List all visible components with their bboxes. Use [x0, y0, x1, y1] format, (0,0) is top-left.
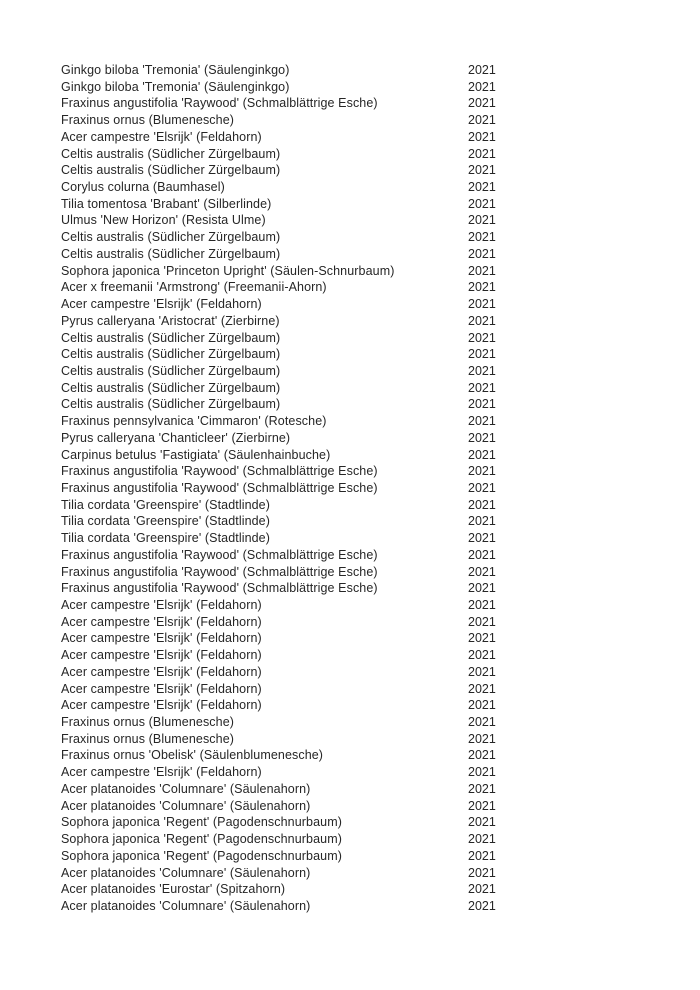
species-name: Acer campestre 'Elsrijk' (Feldahorn)	[61, 664, 262, 679]
year-value: 2021	[468, 731, 496, 746]
table-row	[61, 179, 641, 196]
species-name: Celtis australis (Südlicher Zürgelbaum)	[61, 330, 281, 345]
species-name: Sophora japonica 'Regent' (Pagodenschnurbaum)	[61, 832, 342, 847]
species-name: Acer campestre 'Elsrijk' (Feldahorn)	[61, 297, 262, 312]
year-value: 2021	[468, 313, 496, 328]
species-name: Acer campestre 'Elsrijk' (Feldahorn)	[61, 129, 262, 144]
species-name: Acer platanoides 'Columnare' (Säulenahorn)	[61, 781, 311, 796]
species-name: Sophora japonica 'Princeton Upright' (Säulen-Schnurbaum)	[61, 263, 395, 278]
species-name: Acer campestre 'Elsrijk' (Feldahorn)	[61, 765, 262, 780]
species-name: Acer campestre 'Elsrijk' (Feldahorn)	[61, 598, 262, 612]
table-row	[61, 463, 641, 480]
year-value: 2021	[468, 480, 496, 495]
species-name: Acer platanoides 'Columnare' (Säulenahorn)	[61, 798, 311, 813]
table-row	[61, 664, 641, 681]
table-row	[61, 162, 641, 179]
species-name: Fraxinus angustifolia 'Raywood' (Schmalblättrige Esche)	[61, 581, 378, 596]
year-value: 2021	[468, 698, 496, 713]
year-value: 2021	[468, 63, 496, 77]
year-value: 2021	[468, 246, 496, 261]
species-name: Acer campestre 'Elsrijk' (Feldahorn)	[61, 648, 262, 663]
table-row	[61, 62, 641, 79]
year-value: 2021	[468, 765, 496, 780]
table-row	[61, 731, 641, 748]
table-row	[61, 196, 641, 213]
table-row	[61, 79, 641, 96]
table-row	[61, 747, 641, 764]
year-value: 2021	[468, 146, 496, 161]
species-name: Tilia cordata 'Greenspire' (Stadtlinde)	[61, 514, 270, 529]
year-value: 2021	[468, 363, 496, 378]
table-row	[61, 764, 641, 781]
table-row	[61, 547, 641, 564]
table-row	[61, 898, 641, 915]
species-name: Celtis australis (Südlicher Zürgelbaum)	[61, 363, 281, 378]
species-name: Acer platanoides 'Eurostar' (Spitzahorn)	[61, 882, 286, 897]
table-row	[61, 681, 641, 698]
species-name: Acer campestre 'Elsrijk' (Feldahorn)	[61, 614, 262, 629]
species-name: Acer platanoides 'Columnare' (Säulenahorn)	[61, 898, 311, 913]
year-value: 2021	[468, 531, 496, 546]
year-value: 2021	[468, 213, 496, 228]
table-row	[61, 530, 641, 547]
year-value: 2021	[468, 297, 496, 312]
table-row	[61, 363, 641, 380]
table-row	[61, 330, 641, 347]
table-row	[61, 714, 641, 731]
year-value: 2021	[468, 848, 496, 863]
species-name: Ginkgo biloba 'Tremonia' (Säulenginkgo)	[61, 79, 290, 94]
table-row	[61, 564, 641, 581]
year-value: 2021	[468, 330, 496, 345]
table-row	[61, 430, 641, 447]
year-value: 2021	[468, 748, 496, 763]
year-value: 2021	[468, 631, 496, 646]
year-value: 2021	[468, 648, 496, 663]
table-row	[61, 697, 641, 714]
species-name: Fraxinus pennsylvanica 'Cimmaron' (Rotesche)	[61, 414, 327, 429]
species-name: Pyrus calleryana 'Aristocrat' (Zierbirne)	[61, 313, 280, 328]
table-row	[61, 497, 641, 514]
species-name: Celtis australis (Südlicher Zürgelbaum)	[61, 397, 281, 412]
table-row	[61, 480, 641, 497]
species-name: Fraxinus ornus (Blumenesche)	[61, 113, 235, 128]
table-row	[61, 798, 641, 815]
year-value: 2021	[468, 598, 496, 612]
table-row	[61, 346, 641, 363]
year-value: 2021	[468, 464, 496, 479]
table-row	[61, 848, 641, 865]
species-name: Celtis australis (Südlicher Zürgelbaum)	[61, 146, 281, 161]
table-row	[61, 129, 641, 146]
year-value: 2021	[468, 898, 496, 913]
species-name: Acer campestre 'Elsrijk' (Feldahorn)	[61, 681, 262, 696]
species-name: Celtis australis (Südlicher Zürgelbaum)	[61, 230, 281, 245]
table-row	[61, 212, 641, 229]
year-value: 2021	[468, 514, 496, 529]
year-value: 2021	[468, 430, 496, 445]
year-value: 2021	[468, 230, 496, 245]
species-name: Fraxinus ornus (Blumenesche)	[61, 731, 235, 746]
year-value: 2021	[468, 497, 496, 512]
species-name: Celtis australis (Südlicher Zürgelbaum)	[61, 163, 281, 178]
table-row	[61, 831, 641, 848]
species-name: Carpinus betulus 'Fastigiata' (Säulenhainbuche)	[61, 447, 331, 462]
year-value: 2021	[468, 163, 496, 178]
year-value: 2021	[468, 129, 496, 144]
table-row	[61, 279, 641, 296]
table-row	[61, 597, 641, 614]
species-name: Acer campestre 'Elsrijk' (Feldahorn)	[61, 631, 262, 646]
species-name: Celtis australis (Südlicher Zürgelbaum)	[61, 380, 281, 395]
species-name: Fraxinus ornus (Blumenesche)	[61, 715, 235, 730]
species-year-list	[61, 62, 641, 915]
year-value: 2021	[468, 397, 496, 412]
table-row	[61, 229, 641, 246]
species-name: Tilia tomentosa 'Brabant' (Silberlinde)	[61, 196, 272, 211]
table-row	[61, 580, 641, 597]
species-name: Sophora japonica 'Regent' (Pagodenschnurbaum)	[61, 815, 342, 830]
table-row	[61, 614, 641, 631]
species-name: Fraxinus angustifolia 'Raywood' (Schmalblättrige Esche)	[61, 564, 378, 579]
year-value: 2021	[468, 380, 496, 395]
species-name: Fraxinus angustifolia 'Raywood' (Schmalblättrige Esche)	[61, 480, 378, 495]
table-row	[61, 296, 641, 313]
year-value: 2021	[468, 715, 496, 730]
species-name: Sophora japonica 'Regent' (Pagodenschnurbaum)	[61, 848, 342, 863]
species-name: Fraxinus ornus 'Obelisk' (Säulenblumenesche)	[61, 748, 324, 763]
year-value: 2021	[468, 347, 496, 362]
table-row	[61, 814, 641, 831]
year-value: 2021	[468, 414, 496, 429]
species-name: Acer platanoides 'Columnare' (Säulenahorn)	[61, 865, 311, 880]
year-value: 2021	[468, 564, 496, 579]
species-name: Acer x freemanii 'Armstrong' (Freemanii-Ahorn)	[61, 280, 327, 295]
species-name: Ulmus 'New Horizon' (Resista Ulme)	[61, 213, 266, 228]
year-value: 2021	[468, 113, 496, 128]
year-value: 2021	[468, 781, 496, 796]
table-row	[61, 112, 641, 129]
species-name: Acer campestre 'Elsrijk' (Feldahorn)	[61, 698, 262, 713]
species-name: Corylus colurna (Baumhasel)	[61, 180, 225, 195]
table-row	[61, 513, 641, 530]
year-value: 2021	[468, 547, 496, 562]
table-row	[61, 881, 641, 898]
table-row	[61, 380, 641, 397]
species-name: Tilia cordata 'Greenspire' (Stadtlinde)	[61, 497, 270, 512]
species-name: Fraxinus angustifolia 'Raywood' (Schmalblättrige Esche)	[61, 96, 378, 111]
table-row	[61, 647, 641, 664]
year-value: 2021	[468, 196, 496, 211]
year-value: 2021	[468, 865, 496, 880]
table-row	[61, 246, 641, 263]
table-row	[61, 263, 641, 280]
year-value: 2021	[468, 79, 496, 94]
table-row	[61, 865, 641, 882]
table-row	[61, 781, 641, 798]
table-row	[61, 95, 641, 112]
table-row	[61, 447, 641, 464]
year-value: 2021	[468, 447, 496, 462]
species-name: Fraxinus angustifolia 'Raywood' (Schmalblättrige Esche)	[61, 547, 378, 562]
year-value: 2021	[468, 96, 496, 111]
year-value: 2021	[468, 280, 496, 295]
year-value: 2021	[468, 263, 496, 278]
year-value: 2021	[468, 882, 496, 897]
table-row	[61, 413, 641, 430]
table-row	[61, 146, 641, 163]
table-row	[61, 396, 641, 413]
year-value: 2021	[468, 614, 496, 629]
year-value: 2021	[468, 664, 496, 679]
species-name: Fraxinus angustifolia 'Raywood' (Schmalblättrige Esche)	[61, 464, 378, 479]
year-value: 2021	[468, 681, 496, 696]
year-value: 2021	[468, 832, 496, 847]
table-row	[61, 630, 641, 647]
species-name: Ginkgo biloba 'Tremonia' (Säulenginkgo)	[61, 63, 290, 77]
table-row	[61, 313, 641, 330]
year-value: 2021	[468, 815, 496, 830]
year-value: 2021	[468, 180, 496, 195]
species-name: Pyrus calleryana 'Chanticleer' (Zierbirne)	[61, 430, 291, 445]
year-value: 2021	[468, 581, 496, 596]
species-name: Celtis australis (Südlicher Zürgelbaum)	[61, 347, 281, 362]
species-name: Tilia cordata 'Greenspire' (Stadtlinde)	[61, 531, 270, 546]
species-name: Celtis australis (Südlicher Zürgelbaum)	[61, 246, 281, 261]
year-value: 2021	[468, 798, 496, 813]
